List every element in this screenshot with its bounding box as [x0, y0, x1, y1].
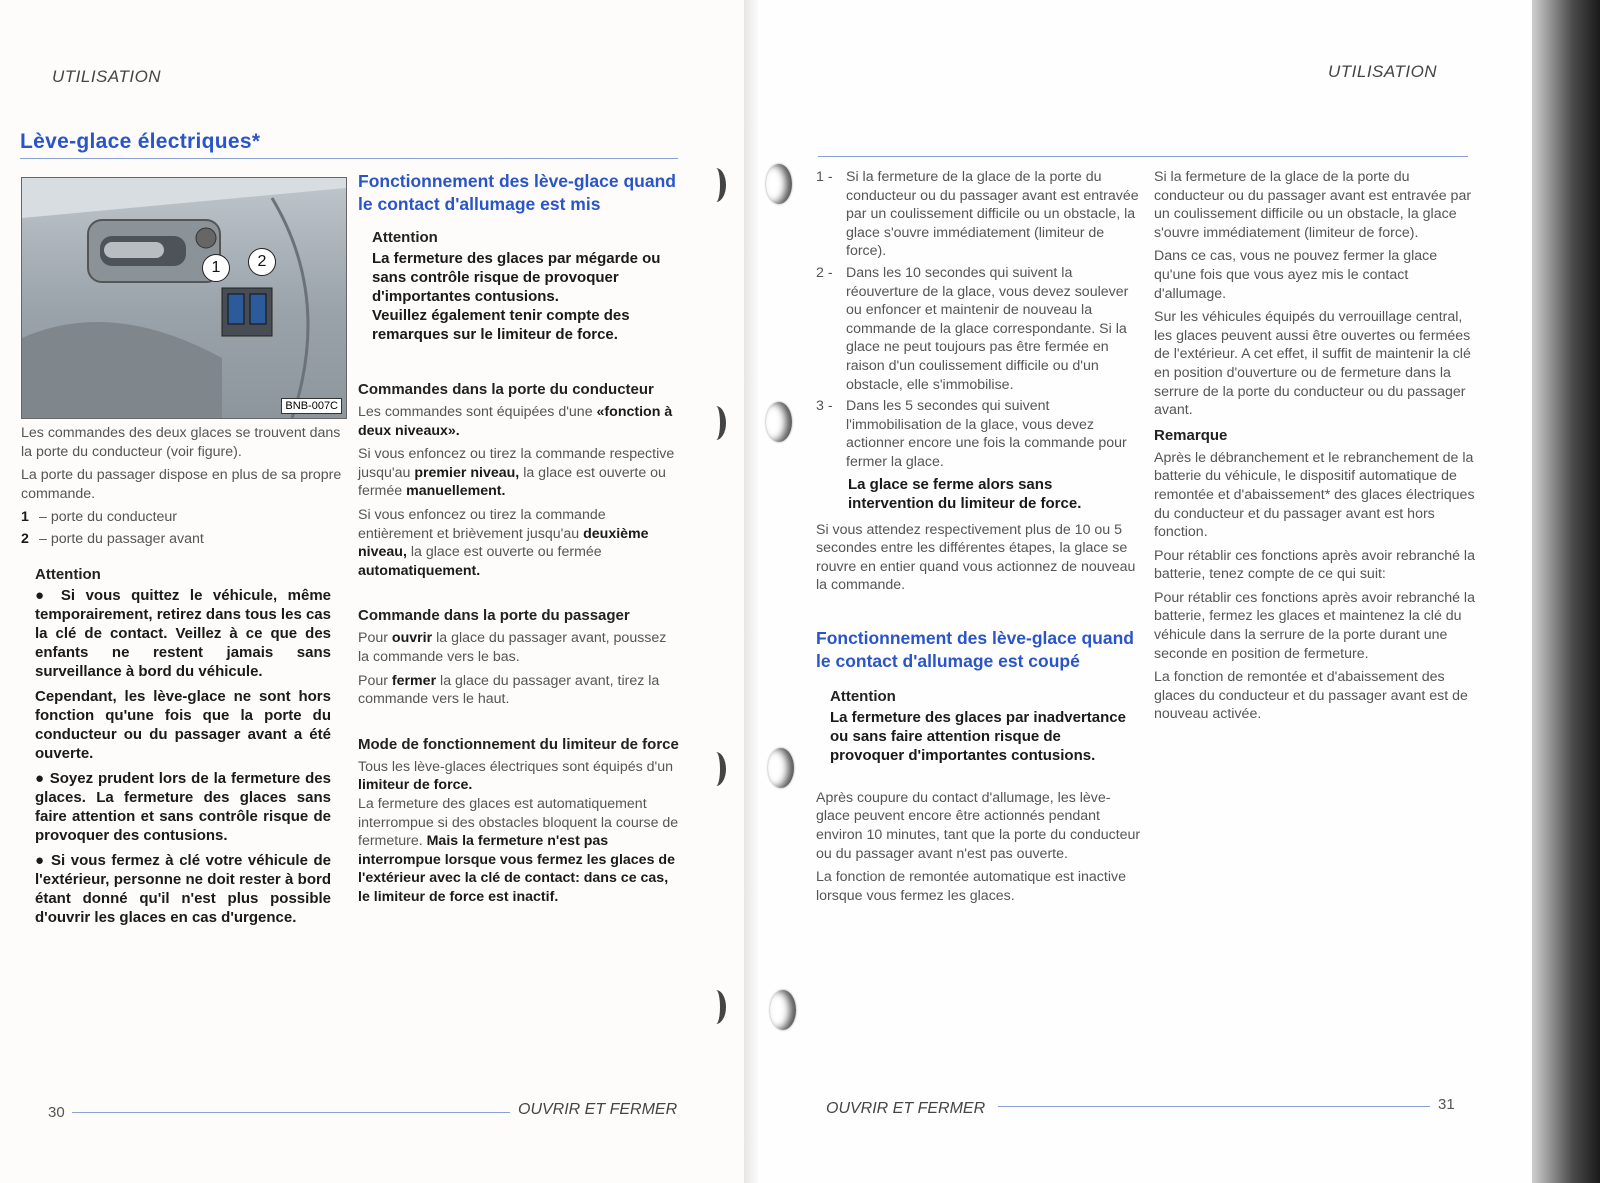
attention-text: La fermeture des glaces par inadvertance ou sans faire attention risque de provoquer d'importantes contusions.	[830, 708, 1126, 764]
paragraph: Si vous enfoncez ou tirez la commande respective jusqu'au premier niveau, la glace est ouverte ou fermée manuellement.	[358, 446, 675, 500]
paragraph: Tous les lève-glaces électriques sont équipés d'un limiteur de force.	[358, 758, 674, 794]
book-gutter	[744, 0, 758, 1183]
paragraph: La fonction de remontée automatique est inactive lorsque vous fermez les glaces.	[816, 869, 1126, 904]
attention-text: Cependant, les lève-glace ne sont hors fonction qu'une fois que la porte du conducteur ou du passager avant a été ouverte.	[35, 687, 331, 762]
binder-hole-mark	[706, 406, 726, 440]
section-title: Fonctionnement des lève-glace quand le contact d'allumage est coupé	[816, 627, 1134, 671]
top-rule	[818, 156, 1468, 157]
paragraph: Après coupure du contact d'allumage, les lève-glace peuvent encore être actionnés pendant environ 10 minutes, tant que la porte du conducteur ou du passager avant n'est pas ouverte.	[816, 789, 1141, 862]
paragraph: Les commandes sont équipées d'une «fonction à deux niveaux».	[358, 404, 673, 439]
binder-hole	[766, 164, 792, 204]
attention-box	[35, 565, 331, 927]
paragraph: Après le débranchement et le rebranchement de la batterie du véhicule, le dispositif automatique de remontée et d'abaissement* des glaces électriques du conducteur et du passager avant est hors fonction.	[1154, 449, 1475, 541]
right-column-2	[1154, 168, 1478, 729]
list-text: Dans les 5 secondes qui suivent l'immobilisation de la glace, vous devez actionner encore une fois la commande pour fermer la glace.	[846, 398, 1127, 470]
attention-heading: Attention	[830, 687, 896, 705]
footer-rule	[72, 1112, 510, 1113]
page-number-left: 30	[48, 1104, 65, 1121]
left-page-header: UTILISATION	[52, 67, 162, 86]
attention-box	[372, 228, 666, 344]
remark-heading: Remarque	[1154, 426, 1228, 444]
right-footer: OUVRIR ET FERMER	[826, 1100, 986, 1117]
attention-text: La fermeture des glaces par mégarde ou sans contrôle risque de provoquer d'importantes contusions.	[372, 250, 661, 305]
attention-heading: Attention	[35, 565, 101, 583]
list-text: Dans les 10 secondes qui suivent la réouverture de la glace, vous devez soulever ou enfoncer et maintenir de nouveau la commande de la glace correspondante. Si la glace ne peut toujours pas être fermée en raison d'un coulissement difficile ou d'un obstacle, elle s'immobilise.	[846, 264, 1129, 393]
list-text: – porte du passager avant	[39, 530, 204, 547]
subsection-title: Commande dans la porte du passager	[358, 607, 630, 625]
left-footer: OUVRIR ET FERMER	[518, 1101, 678, 1118]
attention-text: ● Si vous quittez le véhicule, même temporairement, retirez dans tous les cas la clé de contact. Veillez à ce que des enfants ne restent jamais sans surveillance à bord du véhicule.	[35, 586, 331, 680]
section-title: Fonctionnement des lève-glace quand le contact d'allumage est mis	[358, 171, 676, 214]
list-number: 1	[21, 509, 29, 526]
left-column-1	[21, 424, 345, 927]
right-column-1	[816, 168, 1142, 910]
callout-2: 2	[248, 248, 276, 276]
paragraph: Sur les véhicules équipés du verrouillage central, les glaces peuvent aussi être ouvertes ou fermées de l'extérieur. A cet effet, il suffit de maintenir la clé en position d'ouverture ou de fermeture dans la serrure de la porte du conducteur ou du passager avant.	[1154, 309, 1471, 419]
list-text: Si la fermeture de la glace de la porte du conducteur ou du passager avant est entravée par un coulissement difficile ou un obstacle, la glace s'ouvre immédiatement (limiteur de force).	[846, 169, 1139, 260]
list-item	[21, 508, 345, 527]
list-number: 2	[21, 530, 29, 547]
paragraph: La fonction de remontée et d'abaissement des glaces du conducteur et du passager avant est de nouveau activée.	[1154, 669, 1468, 723]
paragraph: Pour rétablir ces fonctions après avoir rebranché la batterie, fermez les glaces et maintenez la clé du véhicule dans la serrure de la porte durant une seconde en position de fermeture.	[1154, 589, 1475, 662]
binder-hole-mark	[706, 168, 726, 202]
binder-hole	[770, 990, 796, 1030]
paragraph: La fermeture des glaces est automatiquement interrompue si des obstacles bloquent la course de fermeture. Mais la fermeture n'est pas interrompue lorsque vous fermez les glaces de l'extérieur avec la clé de contact: dans ce cas, le limiteur de force est inactif.	[358, 795, 679, 905]
attention-box	[830, 687, 1128, 765]
callout-1: 1	[202, 254, 230, 282]
attention-text: ● Soyez prudent lors de la fermeture des glaces. La fermeture des glaces sans faire attention et sans contrôle risque de provoquer des contusions.	[35, 769, 331, 844]
binder-hole	[766, 402, 792, 442]
page-title: Lève-glace électriques*	[20, 130, 261, 153]
list-item	[21, 530, 345, 549]
paragraph: Pour ouvrir la glace du passager avant, poussez la commande vers le bas.	[358, 630, 667, 665]
list-item	[816, 397, 1142, 471]
page-number-right: 31	[1438, 1096, 1455, 1113]
paragraph: Pour fermer la glace du passager avant, tirez la commande vers le haut.	[358, 672, 660, 708]
binder-hole-mark	[706, 990, 726, 1024]
list-number: 3 -	[816, 398, 833, 415]
list-item	[816, 168, 1142, 261]
door-illustration	[22, 178, 346, 418]
subsection-title: Mode de fonctionnement du limiteur de force	[358, 735, 679, 753]
paragraph: Si vous enfoncez ou tirez la commande entièrement et brièvement jusqu'au deuxième niveau, la glace est ouverte ou fermée automatiquement.	[358, 506, 649, 579]
list-text: – porte du conducteur	[39, 509, 178, 526]
paragraph: Si vous attendez respectivement plus de 10 ou 5 secondes entre les différentes étapes, la glace se rouvre en entier quand vous actionnez de nouveau la commande.	[816, 521, 1136, 594]
door-controls-figure	[21, 177, 347, 419]
paragraph: Pour rétablir ces fonctions après avoir rebranché la batterie, tenez compte de ce qui suit:	[1154, 547, 1475, 583]
list-number: 2 -	[816, 264, 833, 281]
left-column-2	[358, 170, 680, 911]
binder-hole	[768, 748, 794, 788]
attention-text: ● Si vous fermez à clé votre véhicule de l'extérieur, personne ne doit rester à bord étant donné qu'il n'est plus possible d'ouvrir les glaces en cas d'urgence.	[35, 851, 331, 926]
footer-rule	[998, 1106, 1430, 1107]
paragraph: Si la fermeture de la glace de la porte du conducteur ou du passager avant est entravée par un coulissement difficile ou un obstacle, la glace s'ouvre immédiatement (limiteur de force).	[1154, 169, 1472, 241]
right-page-header: UTILISATION	[1328, 62, 1438, 81]
list-number: 1 -	[816, 169, 833, 185]
figure-code: BNB-007C	[281, 398, 342, 414]
bold-note: La glace se ferme alors sans intervention du limiteur de force.	[848, 475, 1082, 512]
attention-heading: Attention	[372, 229, 438, 246]
title-rule	[20, 158, 678, 159]
intro-text-2: La porte du passager dispose en plus de sa propre commande.	[21, 467, 342, 502]
paragraph: Dans ce cas, vous ne pouvez fermer la glace qu'une fois que vous ayez mis le contact d'allumage.	[1154, 248, 1438, 302]
intro-text: Les commandes des deux glaces se trouvent dans la porte du conducteur (voir figure).	[21, 425, 341, 460]
attention-text: Veuillez également tenir compte des remarques sur le limiteur de force.	[372, 307, 630, 343]
page-edge-shadow	[1532, 0, 1600, 1183]
binder-hole-mark	[706, 752, 726, 786]
subsection-title: Commandes dans la porte du conducteur	[358, 381, 654, 398]
list-item	[816, 264, 1142, 394]
